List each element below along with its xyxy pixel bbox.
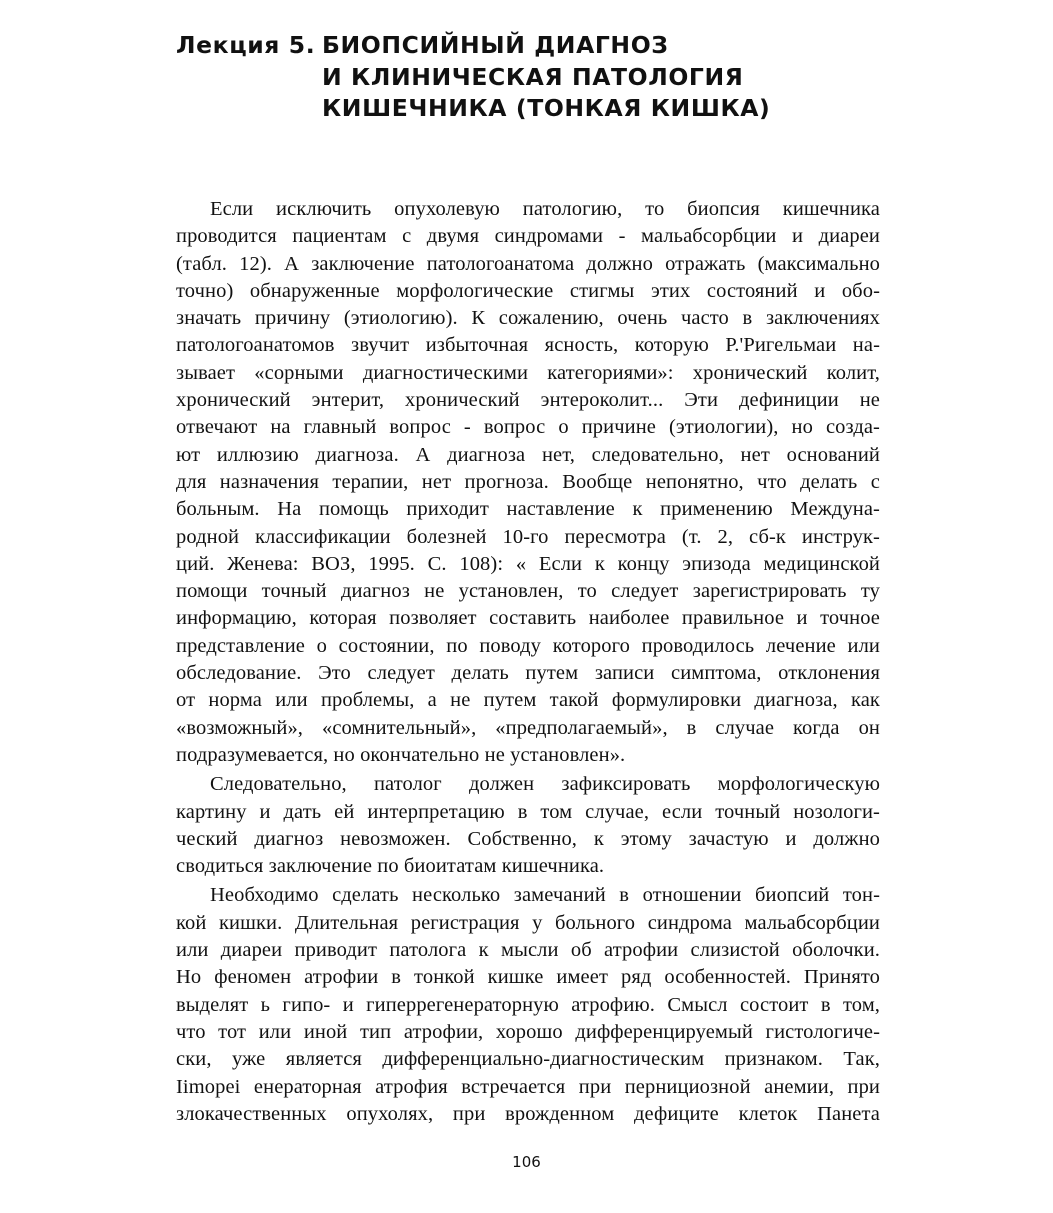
text-line: обследование. Это следует делать путем записи симптома, отклонения — [176, 662, 880, 685]
text-line: от норма или проблемы, а не путем такой формулировки диагноза, как — [176, 689, 880, 712]
text-line: ски, уже является дифференциально-диагностическим признаком. Так, — [176, 1048, 880, 1071]
paragraph — [176, 196, 880, 769]
text-line: хронический энтерит, хронический энтероколит... Эти дефиниции не — [176, 389, 880, 412]
text-line: для назначения терапии, нет прогноза. Вообще непонятно, что делать с — [176, 470, 880, 493]
text-line: (табл. 12). А заключение патологоанатома должно отражать (максимально — [176, 252, 880, 275]
text-line: картину и дать ей интерпретацию в том случае, если точный нозологи- — [176, 800, 880, 823]
text-line: Следовательно, патолог должен зафиксировать морфологическую — [210, 773, 880, 796]
body-text — [176, 196, 880, 1130]
chapter-heading — [176, 30, 770, 125]
text-line: представление о состоянии, по поводу которого проводилось лечение или — [176, 634, 880, 657]
text-line: зывает «сорными диагностическими категориями»: хронический колит, — [176, 361, 880, 384]
text-line: ческий диагноз невозможен. Собственно, к этому зачастую и должно — [176, 827, 880, 850]
paragraph — [176, 771, 880, 880]
text-line: больным. На помощь приходит наставление к применению Междуна- — [176, 498, 880, 521]
heading-line-3: КИШЕЧНИКА (ТОНКАЯ КИШКА) — [322, 94, 771, 122]
heading-row-2 — [176, 62, 770, 94]
text-line: точно) обнаруженные морфологические стигмы этих состояний и обо- — [176, 279, 880, 302]
text-line: сводиться заключение по биоитатам кишечника. — [176, 855, 605, 878]
text-line: выделят ь гипо- и гиперрегенераторную атрофию. Смысл состоит в том, — [176, 993, 880, 1016]
heading-line-1: БИОПСИЙНЫЙ ДИАГНОЗ — [322, 31, 669, 59]
lecture-label: Лекция 5. — [176, 31, 316, 59]
text-line: Iimopei енераторная атрофия встречается при пернициозной анемии, при — [176, 1075, 880, 1098]
heading-row-3 — [176, 93, 770, 125]
text-line: «возможный», «сомнительный», «предполагаемый», в случае когда он — [176, 716, 880, 739]
text-line: злокачественных опухолях, при врожденном дефиците клеток Панета — [176, 1102, 880, 1125]
text-line: информацию, которая позволяет составить наиболее правильное и точное — [176, 607, 880, 630]
page-number: 106 — [512, 1153, 541, 1171]
paragraph — [176, 882, 880, 1128]
text-line: Но феномен атрофии в тонкой кишке имеет ряд особенностей. Принято — [176, 966, 880, 989]
text-line: Необходимо сделать несколько замечаний в отношении биопсий тон- — [210, 884, 880, 907]
text-line: отвечают на главный вопрос - вопрос о причине (этиологии), но созда- — [176, 416, 880, 439]
text-line: патологоанатомов звучит избыточная ясность, которую Р.'Ригельмаи на- — [176, 334, 880, 357]
text-line: значать причину (этиологию). К сожалению, очень часто в заключениях — [176, 307, 880, 330]
text-line: ций. Женева: ВОЗ, 1995. С. 108): « Если к концу эпизода медицинской — [176, 552, 880, 575]
text-line: Если исключить опухолевую патологию, то биопсия кишечника — [210, 198, 880, 220]
text-line: ют иллюзию диагноза. А диагноза нет, следовательно, нет оснований — [176, 443, 880, 466]
text-line: кой кишки. Длительная регистрация у больного синдрома мальабсорбции — [176, 911, 880, 934]
heading-row-1 — [176, 30, 770, 62]
text-line: родной классификации болезней 10-го пересмотра (т. 2, сб-к инструк- — [176, 525, 880, 548]
text-line: проводится пациентам с двумя синдромами - мальабсорбции и диареи — [176, 225, 880, 248]
text-line: подразумевается, но окончательно не установлен». — [176, 743, 626, 766]
heading-line-2: И КЛИНИЧЕСКАЯ ПАТОЛОГИЯ — [322, 62, 744, 91]
text-line: что тот или иной тип атрофии, хорошо дифференцируемый гистологиче- — [176, 1020, 880, 1043]
text-line: помощи точный диагноз не установлен, то следует зарегистрировать ту — [176, 580, 880, 603]
text-line: или диареи приводит патолога к мысли об атрофии слизистой оболочки. — [176, 939, 880, 962]
